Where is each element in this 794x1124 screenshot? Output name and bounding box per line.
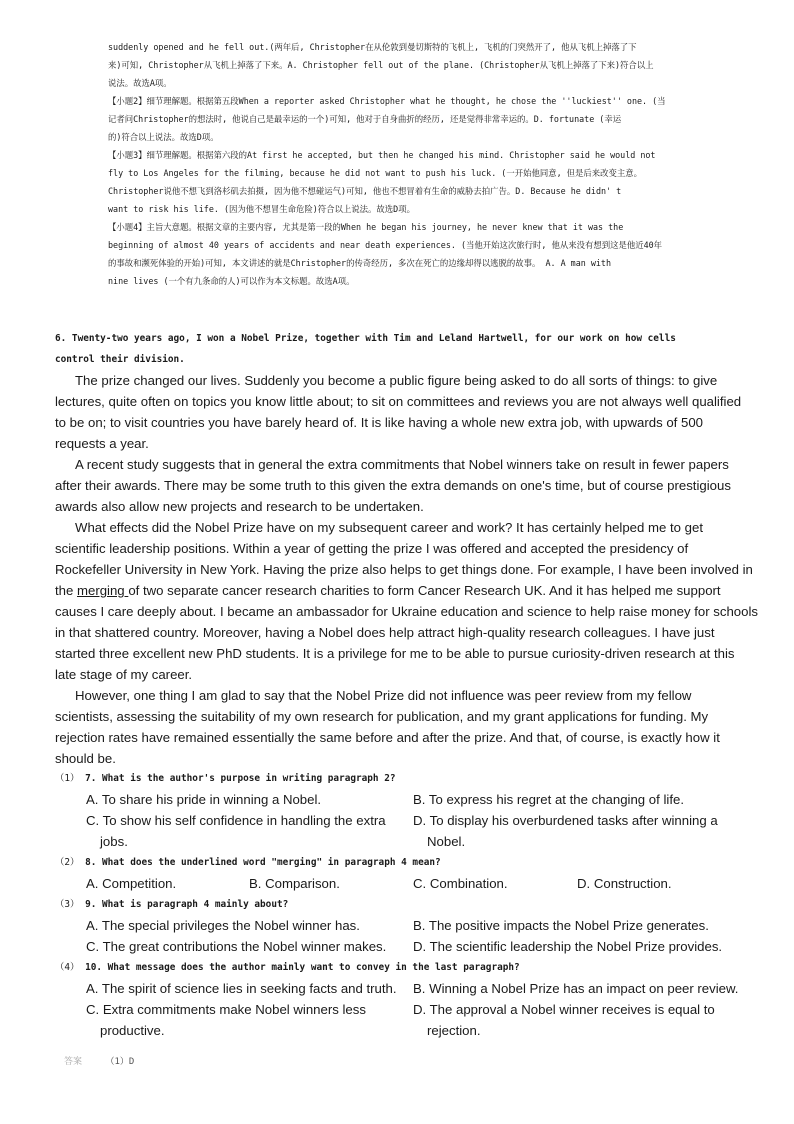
explanation-line: 【小题3】细节理解题。根据第六段的At first he accepted, but then he changed his mind. Christopher said he would not bbox=[108, 150, 656, 160]
explanation-line: 【小题2】细节理解题。根据第五段When a reporter asked Christopher what he thought, he chose the ''luckiest'' one. (当 bbox=[108, 96, 666, 106]
paragraph-4 bbox=[55, 685, 745, 769]
passage-line: late stage of my career. bbox=[55, 667, 193, 682]
question-list bbox=[55, 768, 745, 1041]
option-a[interactable]: A. To share his pride in winning a Nobel. bbox=[86, 792, 322, 807]
passage-text: the bbox=[55, 583, 77, 598]
explanation-line: 说法。故选A项。 bbox=[108, 78, 172, 88]
option-a[interactable]: A. Competition. bbox=[86, 876, 177, 891]
option-c[interactable]: C. To show his self confidence in handling the extra jobs. bbox=[86, 813, 386, 849]
option-b[interactable]: B. Winning a Nobel Prize has an impact on peer review. bbox=[413, 981, 739, 996]
option-c[interactable]: C. Combination. bbox=[413, 876, 508, 891]
explanation-line: 记者问Christopher的想法时, 他说自己是最幸运的一个)可知, 他对于自身曲折的经历, 还是觉得非常幸运的。D. fortunate (幸运 bbox=[108, 114, 622, 124]
option-c[interactable]: C. The great contributions the Nobel winner makes. bbox=[86, 939, 387, 954]
question-heading-line2: control their division. bbox=[55, 354, 185, 365]
passage-line: However, one thing I am glad to say that the Nobel Prize did not influence was peer review from my fellow bbox=[75, 688, 692, 703]
question-9-options bbox=[55, 915, 745, 957]
answer-line bbox=[64, 1054, 134, 1067]
option-a[interactable]: A. The spirit of science lies in seeking facts and truth. bbox=[86, 981, 397, 996]
option-d[interactable]: D. Construction. bbox=[577, 876, 672, 891]
question-heading bbox=[55, 328, 745, 370]
option-c[interactable]: C. Extra commitments make Nobel winners less productive. bbox=[86, 1002, 366, 1038]
option-d[interactable]: D. The scientific leadership the Nobel Prize provides. bbox=[413, 939, 723, 954]
passage-line: requests a year. bbox=[55, 436, 149, 451]
question-text: 7. What is the author's purpose in writing paragraph 2? bbox=[85, 773, 396, 784]
option-a[interactable]: A. The special privileges the Nobel winner has. bbox=[86, 918, 360, 933]
passage-line: in that shattered country. Moreover, having a Nobel does help attract high-quality research colleagues. I have just bbox=[55, 625, 715, 640]
question-number: （2） bbox=[55, 857, 80, 868]
paragraph-1 bbox=[55, 370, 745, 454]
passage-line: The prize changed our lives. Suddenly you become a public figure being asked to do all sorts of things: to give bbox=[75, 373, 718, 388]
option-b[interactable]: B. To express his regret at the changing of life. bbox=[413, 792, 684, 807]
explanation-line: 的)符合以上说法。故选D项。 bbox=[108, 132, 219, 142]
passage-line: scientists, assessing the suitability of my own research for publication, and my grant applications for funding. My bbox=[55, 709, 709, 724]
explanation-line: suddenly opened and he fell out.(两年后, Christopher在从伦敦到曼切斯特的飞机上, 飞机的门突然开了, 他从飞机上掉落了下 bbox=[108, 42, 637, 52]
passage-line: started three excellent new PhD students. It is a privilege for me to be able to pursue curiosity-driven research at this bbox=[55, 646, 735, 661]
explanation-line: nine lives (一个有九条命的人)可以作为本文标题。故选A项。 bbox=[108, 276, 355, 286]
question-number: （4） bbox=[55, 962, 80, 973]
option-b[interactable]: B. Comparison. bbox=[249, 876, 340, 891]
passage bbox=[55, 370, 759, 769]
passage-line: causes I care deeply about. I became an ambassador for Ukraine education and science to help raise money for schools bbox=[55, 604, 759, 619]
explanation-line: want to risk his life. (因为他不想冒生命危险)符合以上说法。故选D项。 bbox=[108, 204, 415, 214]
passage-line: to be on; to visit countries you have barely heard of. It is like having a whole new extra job, with upwards of 500 bbox=[55, 415, 704, 430]
explanation-line: beginning of almost 40 years of accidents and near death experiences. (当他开始这次旅行时, 他从来没有想到这是他近40年 bbox=[108, 240, 663, 250]
question-10-options bbox=[55, 978, 745, 1041]
passage-line: rejection rates have remained essentially the same before and after the prize. And that, of course, is exactly how it bbox=[55, 730, 720, 745]
passage-line bbox=[55, 580, 745, 601]
passage-line: awards also allow new projects and research to be undertaken. bbox=[55, 499, 424, 514]
answer-label: 答案 bbox=[64, 1057, 83, 1067]
explanation-block bbox=[108, 38, 720, 290]
passage-line: Rockefeller University in New York. Having the prize also helps to get things done. For example, I have been involved in bbox=[55, 562, 753, 577]
option-b[interactable]: B. The positive impacts the Nobel Prize generates. bbox=[413, 918, 709, 933]
question-9 bbox=[55, 894, 745, 915]
question-10 bbox=[55, 957, 745, 978]
question-text: 9. What is paragraph 4 mainly about? bbox=[85, 899, 289, 910]
paragraph-3 bbox=[55, 517, 759, 685]
explanation-line: 的事故和濒死体验的开始)可知, 本文讲述的就是Christopher的传奇经历, 多次在死亡的边缘却得以逃脱的故事。 A. A man with bbox=[108, 258, 612, 268]
explanation-line: 【小题4】主旨大意题。根据文章的主要内容, 尤其是第一段的When he began his journey, he never knew that it was the bbox=[108, 222, 624, 232]
paragraph-2 bbox=[55, 454, 745, 517]
question-heading-line1: 6. Twenty-two years ago, I won a Nobel Prize, together with Tim and Leland Hartwell, for our work on how cells bbox=[55, 333, 676, 344]
question-8 bbox=[55, 852, 745, 873]
question-number: （3） bbox=[55, 899, 80, 910]
underlined-word-merging: merging bbox=[77, 583, 129, 598]
question-text: 8. What does the underlined word "merging" in paragraph 4 mean? bbox=[85, 857, 441, 868]
passage-line: lectures, quite often on topics you know little about; to sit on committees and reviews you are not always well qualified bbox=[55, 394, 742, 409]
option-d[interactable]: D. The approval a Nobel winner receives is equal to rejection. bbox=[413, 1002, 715, 1038]
passage-line: A recent study suggests that in general the extra commitments that Nobel winners take on result in fewer papers bbox=[75, 457, 729, 472]
explanation-line: Christopher说他不想飞到洛杉矶去拍摄, 因为他不想碰运气)可知, 他也不想冒着有生命的威胁去拍广告。D. Because he didn' t bbox=[108, 186, 622, 196]
passage-line: What effects did the Nobel Prize have on my subsequent career and work? It has certainly helped me to get bbox=[75, 520, 703, 535]
passage-line: scientific leadership positions. Within a year of getting the prize I was offered and accepted the presidency of bbox=[55, 541, 689, 556]
question-number: （1） bbox=[55, 773, 80, 784]
passage-line: after their awards. There may be some truth to this given the extra demands on one's time, but of course prestigious bbox=[55, 478, 731, 493]
explanation-line: fly to Los Angeles for the filming, because he did not want to push his luck. (一开始他同意, 但是后来改变主意。 bbox=[108, 168, 643, 178]
explanation-line: 来)可知, Christopher从飞机上掉落了下来。A. Christopher fell out of the plane. (Christopher从飞机上掉落了下来)符合以上 bbox=[108, 60, 654, 70]
question-7 bbox=[55, 768, 745, 789]
question-text: 10. What message does the author mainly want to convey in the last paragraph? bbox=[85, 962, 520, 973]
answer-value: （1）D bbox=[105, 1057, 135, 1067]
question-7-options bbox=[55, 789, 745, 852]
option-d[interactable]: D. To display his overburdened tasks after winning a Nobel. bbox=[413, 813, 718, 849]
question-8-options bbox=[55, 873, 745, 894]
passage-line: should be. bbox=[55, 751, 116, 766]
passage-text: of two separate cancer research charities to form Cancer Research UK. And it has helped me support bbox=[128, 583, 721, 598]
